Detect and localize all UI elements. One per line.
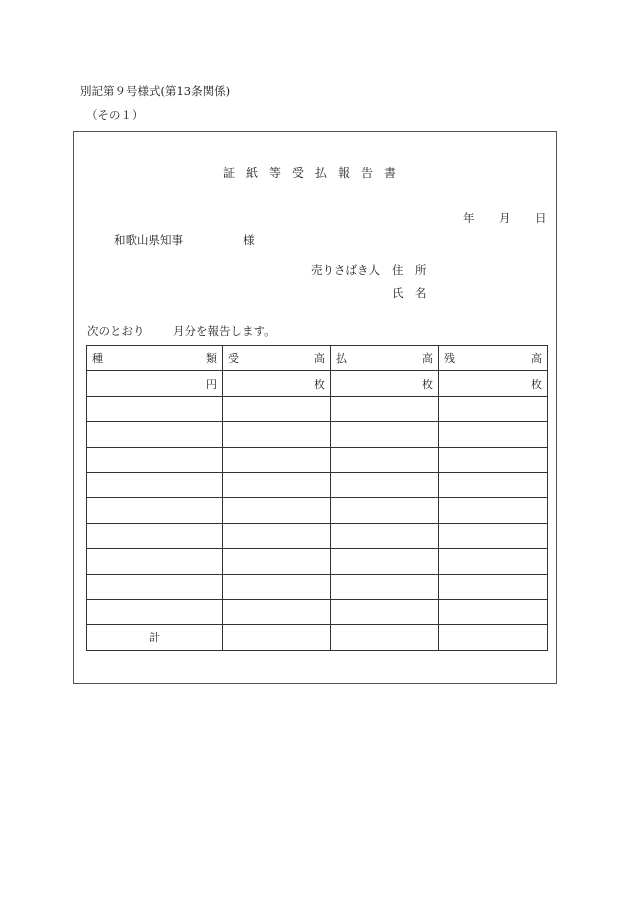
total-label: 計	[87, 625, 223, 650]
header-paid: 払 高	[331, 346, 439, 371]
form-part: （その１）	[86, 108, 144, 122]
unit-sheets: 枚	[331, 371, 439, 396]
table-row	[87, 549, 548, 574]
table-row	[87, 396, 548, 421]
report-table	[86, 345, 548, 651]
form-number: 別記第９号様式(第13条関係)	[80, 84, 231, 98]
header-received: 受 高	[223, 346, 331, 371]
addressee-name: 和歌山県知事	[114, 233, 183, 247]
table-row	[87, 447, 548, 472]
intro-prefix: 次のとおり	[87, 324, 145, 338]
seller-label: 売りさばき人	[311, 263, 380, 277]
header-balance: 残 高	[439, 346, 548, 371]
intro-suffix: 月分を報告します。	[173, 324, 276, 338]
addressee-honorific: 様	[243, 233, 255, 247]
date-month: 月	[499, 211, 511, 225]
form-title: 証紙等受払報告書	[223, 166, 408, 180]
date-year: 年	[463, 211, 475, 225]
table-total-row	[87, 625, 548, 650]
header-type: 種 類	[87, 346, 223, 371]
table-row	[87, 498, 548, 523]
table-unit-row	[87, 371, 548, 396]
seller-name-label: 氏 名	[392, 286, 427, 300]
seller-address-label: 住 所	[392, 263, 427, 277]
unit-yen: 円	[87, 371, 223, 396]
table-row	[87, 599, 548, 624]
report-form	[73, 131, 557, 684]
table-row	[87, 523, 548, 548]
unit-sheets: 枚	[223, 371, 331, 396]
table-row	[87, 574, 548, 599]
date-day: 日	[535, 211, 547, 225]
unit-sheets: 枚	[439, 371, 548, 396]
table-row	[87, 422, 548, 447]
table-row	[87, 472, 548, 497]
table-header-row	[87, 346, 548, 371]
